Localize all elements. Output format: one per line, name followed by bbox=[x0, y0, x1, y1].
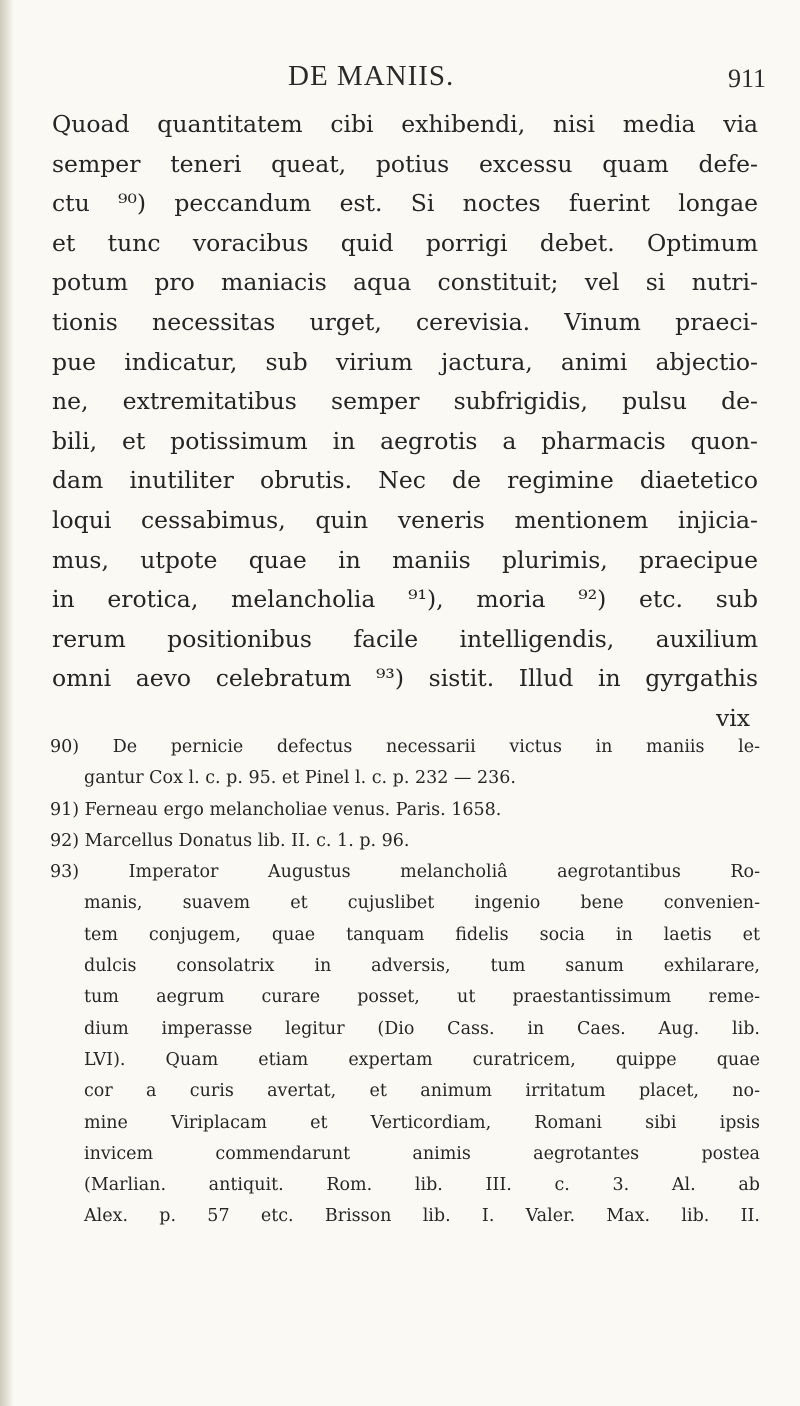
footnote-line: mine Viriplacam et Verticordiam, Romani sibi ipsis bbox=[84, 1112, 760, 1133]
footnote-line: tum aegrum curare posset, ut praestantissimum reme- bbox=[84, 987, 760, 1008]
text-line: ctu ⁹⁰) peccandum est. Si noctes fuerint longae bbox=[52, 189, 758, 218]
text-line: omni aevo celebratum ⁹³) sistit. Illud in gyrgathis bbox=[52, 664, 758, 693]
text-line: dam inutiliter obrutis. Nec de regimine diaetetico bbox=[52, 466, 758, 495]
footnote-line: 91) Ferneau ergo melancholiae venus. Paris. 1658. bbox=[50, 799, 502, 820]
footnote-line: manis, suavem et cujuslibet ingenio bene convenien- bbox=[84, 893, 760, 914]
footnote-line: 93) Imperator Augustus melancholiâ aegrotantibus Ro- bbox=[50, 862, 760, 883]
footnote-line: Alex. p. 57 etc. Brisson lib. I. Valer. Max. lib. II. bbox=[84, 1206, 760, 1227]
text-line: rerum positionibus facile intelligendis, auxilium bbox=[52, 624, 758, 653]
text-line: mus, utpote quae in maniis plurimis, praecipue bbox=[52, 545, 758, 574]
text-line: Quoad quantitatem cibi exhibendi, nisi media via bbox=[52, 110, 758, 138]
text-line: tionis necessitas urget, cerevisia. Vinum praeci- bbox=[52, 307, 758, 336]
footnote-line: gantur Cox l. c. p. 95. et Pinel l. c. p. 232 — 236. bbox=[84, 768, 516, 789]
footnotes bbox=[50, 732, 760, 1233]
text-line: in erotica, melancholia ⁹¹), moria ⁹²) etc. sub bbox=[52, 585, 758, 614]
text-line: et tunc voracibus quid porrigi debet. Optimum bbox=[52, 228, 758, 257]
catchword: vix bbox=[715, 703, 750, 732]
page-spine-shadow bbox=[0, 0, 14, 1406]
footnote-line: dium imperasse legitur (Dio Cass. in Caes. Aug. lib. bbox=[84, 1018, 760, 1039]
text-line: semper teneri queat, potius excessu quam defe- bbox=[52, 149, 758, 178]
page-header bbox=[0, 60, 800, 100]
text-line: pue indicatur, sub virium jactura, animi abjectio- bbox=[52, 347, 758, 376]
text-line: bili, et potissimum in aegrotis a pharmacis quon- bbox=[52, 426, 758, 455]
footnote-line: invicem commendarunt animis aegrotantes postea bbox=[84, 1143, 760, 1164]
page-number: 911 bbox=[727, 64, 766, 93]
text-line: ne, extremitatibus semper subfrigidis, pulsu de- bbox=[52, 387, 758, 416]
footnote-line: dulcis consolatrix in adversis, tum sanum exhilarare, bbox=[84, 956, 760, 977]
running-head: DE MANIIS. bbox=[288, 60, 455, 92]
footnote-line: cor a curis avertat, et animum irritatum placet, no- bbox=[84, 1081, 760, 1102]
text-line: potum pro maniacis aqua constituit; vel si nutri- bbox=[52, 268, 758, 297]
footnote-line: 90) De pernicie defectus necessarii victus in maniis le- bbox=[50, 737, 760, 757]
text-line: loqui cessabimus, quin veneris mentionem injicia- bbox=[52, 505, 758, 534]
footnote-line: (Marlian. antiquit. Rom. lib. III. c. 3. Al. ab bbox=[84, 1175, 760, 1196]
main-text bbox=[52, 105, 758, 739]
footnote-line: tem conjugem, quae tanquam fidelis socia in laetis et bbox=[84, 924, 760, 945]
footnote-line: 92) Marcellus Donatus lib. II. c. 1. p. 96. bbox=[50, 830, 410, 851]
footnote-line: LVI). Quam etiam expertam curatricem, quippe quae bbox=[84, 1049, 760, 1070]
